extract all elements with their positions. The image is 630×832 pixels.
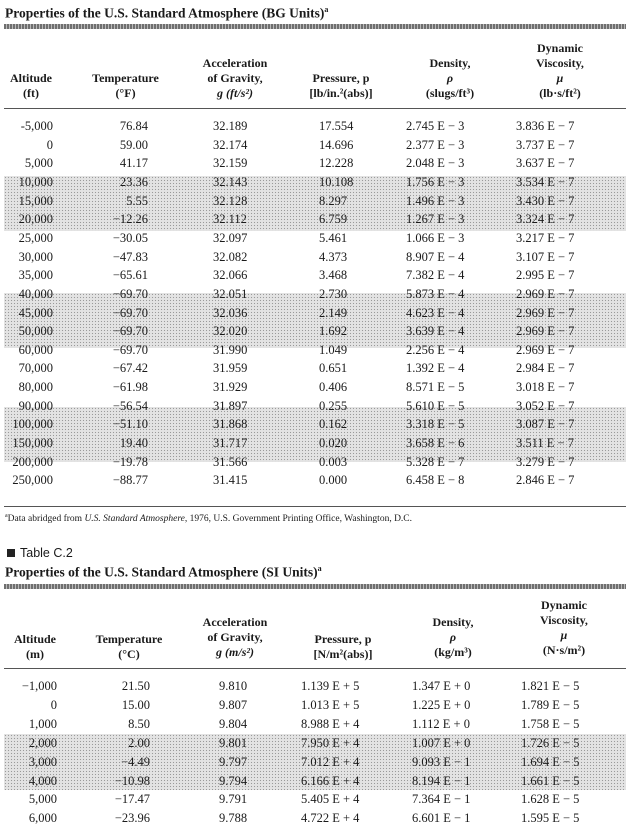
pressure-cell: 0.651 bbox=[319, 361, 348, 376]
pressure-cell: 0.003 bbox=[319, 454, 348, 469]
pressure-cell: 1.013 E + 5 bbox=[301, 697, 360, 712]
density-cell: 6.601 E − 1 bbox=[412, 811, 471, 826]
temperature-cell: −47.83 bbox=[112, 249, 148, 264]
pressure-cell: 5.405 E + 4 bbox=[301, 792, 360, 807]
pressure-cell: 6.166 E + 4 bbox=[301, 773, 360, 788]
temperature-cell: 59.00 bbox=[119, 137, 148, 152]
gravity-cell: 9.794 bbox=[219, 773, 248, 788]
temperature-cell: 41.17 bbox=[119, 156, 148, 171]
pressure-cell: 17.554 bbox=[319, 119, 354, 133]
temperature-cell: −19.78 bbox=[112, 454, 148, 469]
table-row bbox=[0, 192, 630, 211]
gravity-cell: 32.174 bbox=[213, 137, 248, 152]
altitude-cell: 20,000 bbox=[18, 212, 53, 227]
density-cell: 1.112 E + 0 bbox=[412, 716, 470, 731]
table-row bbox=[0, 397, 630, 416]
table-row bbox=[0, 154, 630, 173]
viscosity-cell: 3.279 E − 7 bbox=[516, 454, 575, 469]
pressure-cell: 0.406 bbox=[319, 380, 348, 395]
viscosity-cell: 2.846 E − 7 bbox=[516, 473, 575, 488]
viscosity-cell: 3.324 E − 7 bbox=[516, 212, 575, 227]
viscosity-cell: 2.984 E − 7 bbox=[516, 361, 575, 376]
table-row bbox=[0, 117, 630, 136]
gravity-cell: 9.797 bbox=[219, 754, 248, 769]
density-cell: 2.048 E − 3 bbox=[406, 156, 465, 171]
altitude-cell: 6,000 bbox=[28, 811, 57, 826]
table-row bbox=[0, 715, 630, 734]
altitude-cell: 15,000 bbox=[18, 193, 53, 208]
altitude-cell: 0 bbox=[46, 137, 53, 152]
table-row bbox=[0, 790, 630, 809]
temperature-cell: 76.84 bbox=[119, 119, 148, 133]
pressure-cell: 14.696 bbox=[319, 137, 354, 152]
table-row bbox=[0, 359, 630, 378]
altitude-cell: 45,000 bbox=[18, 305, 53, 320]
bg-table-title-text: Properties of the U.S. Standard Atmosphere (BG Units) bbox=[5, 5, 325, 21]
density-cell: 1.007 E + 0 bbox=[412, 735, 471, 750]
altitude-cell: 25,000 bbox=[18, 230, 53, 245]
table-row bbox=[0, 753, 630, 772]
table-row bbox=[0, 453, 630, 472]
temperature-cell: −10.98 bbox=[114, 773, 150, 788]
si-table-label: Table C.2 bbox=[7, 546, 73, 560]
gravity-cell: 32.036 bbox=[213, 305, 248, 320]
temperature-cell: −51.10 bbox=[112, 417, 148, 432]
table-row bbox=[0, 173, 630, 192]
pressure-cell: 12.228 bbox=[319, 156, 354, 171]
density-cell: 2.377 E − 3 bbox=[406, 137, 465, 152]
table-row bbox=[0, 304, 630, 323]
viscosity-cell: 1.758 E − 5 bbox=[521, 716, 580, 731]
gravity-cell: 31.929 bbox=[213, 380, 248, 395]
gravity-cell: 31.566 bbox=[213, 454, 248, 469]
density-cell: 3.639 E − 4 bbox=[406, 324, 465, 339]
density-cell: 1.066 E − 3 bbox=[406, 230, 465, 245]
altitude-cell: 200,000 bbox=[12, 454, 53, 469]
table-row bbox=[0, 696, 630, 715]
temperature-cell: −4.49 bbox=[121, 754, 150, 769]
table-row bbox=[0, 471, 630, 490]
pressure-cell: 7.950 E + 4 bbox=[301, 735, 360, 750]
viscosity-cell: 3.018 E − 7 bbox=[516, 380, 575, 395]
altitude-cell: 80,000 bbox=[18, 380, 53, 395]
viscosity-cell: 2.969 E − 7 bbox=[516, 305, 575, 320]
gravity-cell: 32.082 bbox=[213, 249, 248, 264]
temperature-cell: 5.55 bbox=[126, 193, 148, 208]
pressure-cell: 4.373 bbox=[319, 249, 348, 264]
viscosity-cell: 3.107 E − 7 bbox=[516, 249, 575, 264]
si-header-altitude: Altitude (m) bbox=[14, 632, 56, 661]
gravity-cell: 32.189 bbox=[213, 119, 248, 133]
density-cell: 9.093 E − 1 bbox=[412, 754, 471, 769]
temperature-cell: 15.00 bbox=[121, 697, 150, 712]
bg-header-viscosity: Dynamic Viscosity, μ (lb·s/ft²) bbox=[536, 41, 584, 100]
altitude-cell: 4,000 bbox=[28, 773, 57, 788]
temperature-cell: 23.36 bbox=[119, 174, 148, 189]
gravity-cell: 32.066 bbox=[213, 268, 248, 283]
bg-table-title bbox=[5, 5, 328, 22]
gravity-cell: 9.801 bbox=[219, 735, 248, 750]
altitude-cell: 90,000 bbox=[18, 398, 53, 413]
table-row bbox=[0, 285, 630, 304]
table-row bbox=[0, 378, 630, 397]
altitude-cell: 40,000 bbox=[18, 286, 53, 301]
viscosity-cell: 1.595 E − 5 bbox=[521, 811, 580, 826]
bg-top-rule bbox=[4, 24, 626, 29]
altitude-cell: 50,000 bbox=[18, 324, 53, 339]
gravity-cell: 31.415 bbox=[213, 473, 248, 488]
gravity-cell: 31.717 bbox=[213, 436, 248, 451]
temperature-cell: −12.26 bbox=[112, 212, 148, 227]
gravity-cell: 9.788 bbox=[219, 811, 248, 826]
altitude-cell: 70,000 bbox=[18, 361, 53, 376]
viscosity-cell: 1.821 E − 5 bbox=[521, 679, 580, 693]
pressure-cell: 5.461 bbox=[319, 230, 348, 245]
bg-table-title-mark: a bbox=[324, 5, 329, 14]
pressure-cell: 4.722 E + 4 bbox=[301, 811, 360, 826]
table-row bbox=[0, 210, 630, 229]
gravity-cell: 9.810 bbox=[219, 679, 248, 693]
density-cell: 1.756 E − 3 bbox=[406, 174, 465, 189]
viscosity-cell: 3.430 E − 7 bbox=[516, 193, 575, 208]
density-cell: 7.364 E − 1 bbox=[412, 792, 471, 807]
altitude-cell: 35,000 bbox=[18, 268, 53, 283]
si-header-temperature: Temperature (°C) bbox=[95, 632, 163, 661]
density-cell: 2.256 E − 4 bbox=[406, 342, 465, 357]
viscosity-cell: 1.789 E − 5 bbox=[521, 697, 580, 712]
temperature-cell: −69.70 bbox=[112, 286, 148, 301]
viscosity-cell: 1.628 E − 5 bbox=[521, 792, 580, 807]
viscosity-cell: 2.969 E − 7 bbox=[516, 342, 575, 357]
density-cell: 1.347 E + 0 bbox=[412, 679, 471, 693]
viscosity-cell: 1.661 E − 5 bbox=[521, 773, 580, 788]
pressure-cell: 0.020 bbox=[319, 436, 348, 451]
temperature-cell: −67.42 bbox=[112, 361, 148, 376]
bg-bottom-rule bbox=[4, 506, 626, 507]
temperature-cell: 19.40 bbox=[119, 436, 148, 451]
viscosity-cell: 3.836 E − 7 bbox=[516, 119, 575, 133]
pressure-cell: 6.759 bbox=[319, 212, 348, 227]
density-cell: 1.392 E − 4 bbox=[406, 361, 465, 376]
temperature-cell: −69.70 bbox=[112, 305, 148, 320]
viscosity-cell: 1.694 E − 5 bbox=[521, 754, 580, 769]
viscosity-cell: 3.737 E − 7 bbox=[516, 137, 575, 152]
pressure-cell: 1.049 bbox=[319, 342, 348, 357]
bg-header-rule bbox=[4, 108, 626, 109]
pressure-cell: 0.162 bbox=[319, 417, 348, 432]
table-row bbox=[0, 136, 630, 155]
pressure-cell: 8.988 E + 4 bbox=[301, 716, 360, 731]
bg-header-temperature: Temperature (°F) bbox=[92, 71, 159, 100]
si-header-gravity: Acceleration of Gravity, g (m/s²) bbox=[202, 615, 268, 659]
altitude-cell: 250,000 bbox=[12, 473, 53, 488]
si-header-viscosity: Dynamic Viscosity, μ (N·s/m²) bbox=[540, 598, 588, 657]
pressure-cell: 8.297 bbox=[319, 193, 348, 208]
density-cell: 7.382 E − 4 bbox=[406, 268, 465, 283]
gravity-cell: 31.990 bbox=[213, 342, 248, 357]
altitude-cell: -5,000 bbox=[20, 119, 53, 133]
gravity-cell: 32.159 bbox=[213, 156, 248, 171]
altitude-cell: 60,000 bbox=[18, 342, 53, 357]
gravity-cell: 9.807 bbox=[219, 697, 248, 712]
temperature-cell: −23.96 bbox=[114, 811, 150, 826]
temperature-cell: −69.70 bbox=[112, 324, 148, 339]
pressure-cell: 7.012 E + 4 bbox=[301, 754, 360, 769]
table-row bbox=[0, 809, 630, 828]
viscosity-cell: 3.217 E − 7 bbox=[516, 230, 575, 245]
viscosity-cell: 2.969 E − 7 bbox=[516, 324, 575, 339]
gravity-cell: 9.791 bbox=[219, 792, 248, 807]
pressure-cell: 0.000 bbox=[319, 473, 348, 488]
temperature-cell: −65.61 bbox=[112, 268, 148, 283]
viscosity-cell: 3.637 E − 7 bbox=[516, 156, 575, 171]
si-table-title-text: Properties of the U.S. Standard Atmosphere (SI Units) bbox=[5, 564, 318, 580]
viscosity-cell: 2.995 E − 7 bbox=[516, 268, 575, 283]
square-bullet-icon bbox=[7, 549, 15, 557]
density-cell: 3.658 E − 6 bbox=[406, 436, 465, 451]
density-cell: 5.873 E − 4 bbox=[406, 286, 465, 301]
si-header-pressure: Pressure, p [N/m²(abs)] bbox=[313, 632, 373, 661]
temperature-cell: −56.54 bbox=[112, 398, 148, 413]
gravity-cell: 32.020 bbox=[213, 324, 248, 339]
density-cell: 5.610 E − 5 bbox=[406, 398, 465, 413]
bg-header-gravity: Acceleration of Gravity, g (ft/s²) bbox=[202, 56, 268, 100]
gravity-cell: 32.143 bbox=[213, 174, 248, 189]
density-cell: 8.571 E − 5 bbox=[406, 380, 465, 395]
pressure-cell: 1.139 E + 5 bbox=[301, 679, 360, 693]
table-row bbox=[0, 229, 630, 248]
temperature-cell: −17.47 bbox=[114, 792, 150, 807]
table-row bbox=[0, 677, 630, 696]
si-table-title bbox=[5, 564, 322, 581]
density-cell: 1.225 E + 0 bbox=[412, 697, 471, 712]
table-row bbox=[0, 341, 630, 360]
altitude-cell: 0 bbox=[50, 697, 57, 712]
viscosity-cell: 2.969 E − 7 bbox=[516, 286, 575, 301]
altitude-cell: −1,000 bbox=[21, 679, 57, 693]
viscosity-cell: 1.726 E − 5 bbox=[521, 735, 580, 750]
table-row bbox=[0, 772, 630, 791]
density-cell: 5.328 E − 7 bbox=[406, 454, 465, 469]
viscosity-cell: 3.052 E − 7 bbox=[516, 398, 575, 413]
si-top-rule bbox=[4, 584, 626, 589]
density-cell: 3.318 E − 5 bbox=[406, 417, 465, 432]
altitude-cell: 150,000 bbox=[12, 436, 53, 451]
density-cell: 2.745 E − 3 bbox=[406, 119, 465, 133]
density-cell: 8.907 E − 4 bbox=[406, 249, 465, 264]
bg-header-altitude: Altitude (ft) bbox=[10, 71, 52, 100]
si-header-rule bbox=[4, 668, 626, 669]
bg-footnote: $^a$Data abridged from U.S. Standard Atmosphere, 1976, U.S. Government Printing Office, Washington, D.C. bbox=[5, 513, 413, 525]
altitude-cell: 5,000 bbox=[24, 156, 53, 171]
gravity-cell: 31.868 bbox=[213, 417, 248, 432]
viscosity-cell: 3.511 E − 7 bbox=[516, 436, 574, 451]
pressure-cell: 10.108 bbox=[319, 174, 354, 189]
bg-header-density: Density, ρ (slugs/ft³) bbox=[425, 56, 475, 100]
temperature-cell: −30.05 bbox=[112, 230, 148, 245]
gravity-cell: 32.097 bbox=[213, 230, 248, 245]
gravity-cell: 9.804 bbox=[219, 716, 248, 731]
altitude-cell: 100,000 bbox=[12, 417, 53, 432]
gravity-cell: 31.959 bbox=[213, 361, 248, 376]
temperature-cell: 21.50 bbox=[121, 679, 150, 693]
table-row bbox=[0, 415, 630, 434]
gravity-cell: 32.051 bbox=[213, 286, 248, 301]
density-cell: 1.267 E − 3 bbox=[406, 212, 465, 227]
density-cell: 6.458 E − 8 bbox=[406, 473, 465, 488]
gravity-cell: 31.897 bbox=[213, 398, 248, 413]
gravity-cell: 32.128 bbox=[213, 193, 248, 208]
gravity-cell: 32.112 bbox=[213, 212, 247, 227]
table-row bbox=[0, 248, 630, 267]
temperature-cell: 8.50 bbox=[128, 716, 150, 731]
pressure-cell: 3.468 bbox=[319, 268, 348, 283]
table-row bbox=[0, 322, 630, 341]
table-row bbox=[0, 434, 630, 453]
pressure-cell: 2.149 bbox=[319, 305, 348, 320]
density-cell: 1.496 E − 3 bbox=[406, 193, 465, 208]
si-table-title-mark: a bbox=[317, 564, 322, 573]
altitude-cell: 2,000 bbox=[28, 735, 57, 750]
altitude-cell: 3,000 bbox=[28, 754, 57, 769]
table-row bbox=[0, 266, 630, 285]
si-header-density: Density, ρ (kg/m³) bbox=[432, 615, 474, 659]
density-cell: 4.623 E − 4 bbox=[406, 305, 465, 320]
temperature-cell: −88.77 bbox=[112, 473, 148, 488]
altitude-cell: 30,000 bbox=[18, 249, 53, 264]
temperature-cell: −69.70 bbox=[112, 342, 148, 357]
altitude-cell: 5,000 bbox=[28, 792, 57, 807]
density-cell: 8.194 E − 1 bbox=[412, 773, 471, 788]
pressure-cell: 1.692 bbox=[319, 324, 348, 339]
bg-header-pressure: Pressure, p [lb/in.²(abs)] bbox=[309, 71, 373, 100]
altitude-cell: 10,000 bbox=[18, 174, 53, 189]
altitude-cell: 1,000 bbox=[28, 716, 57, 731]
viscosity-cell: 3.087 E − 7 bbox=[516, 417, 575, 432]
temperature-cell: −61.98 bbox=[112, 380, 148, 395]
temperature-cell: 2.00 bbox=[128, 735, 150, 750]
viscosity-cell: 3.534 E − 7 bbox=[516, 174, 575, 189]
pressure-cell: 0.255 bbox=[319, 398, 348, 413]
pressure-cell: 2.730 bbox=[319, 286, 348, 301]
table-row bbox=[0, 734, 630, 753]
